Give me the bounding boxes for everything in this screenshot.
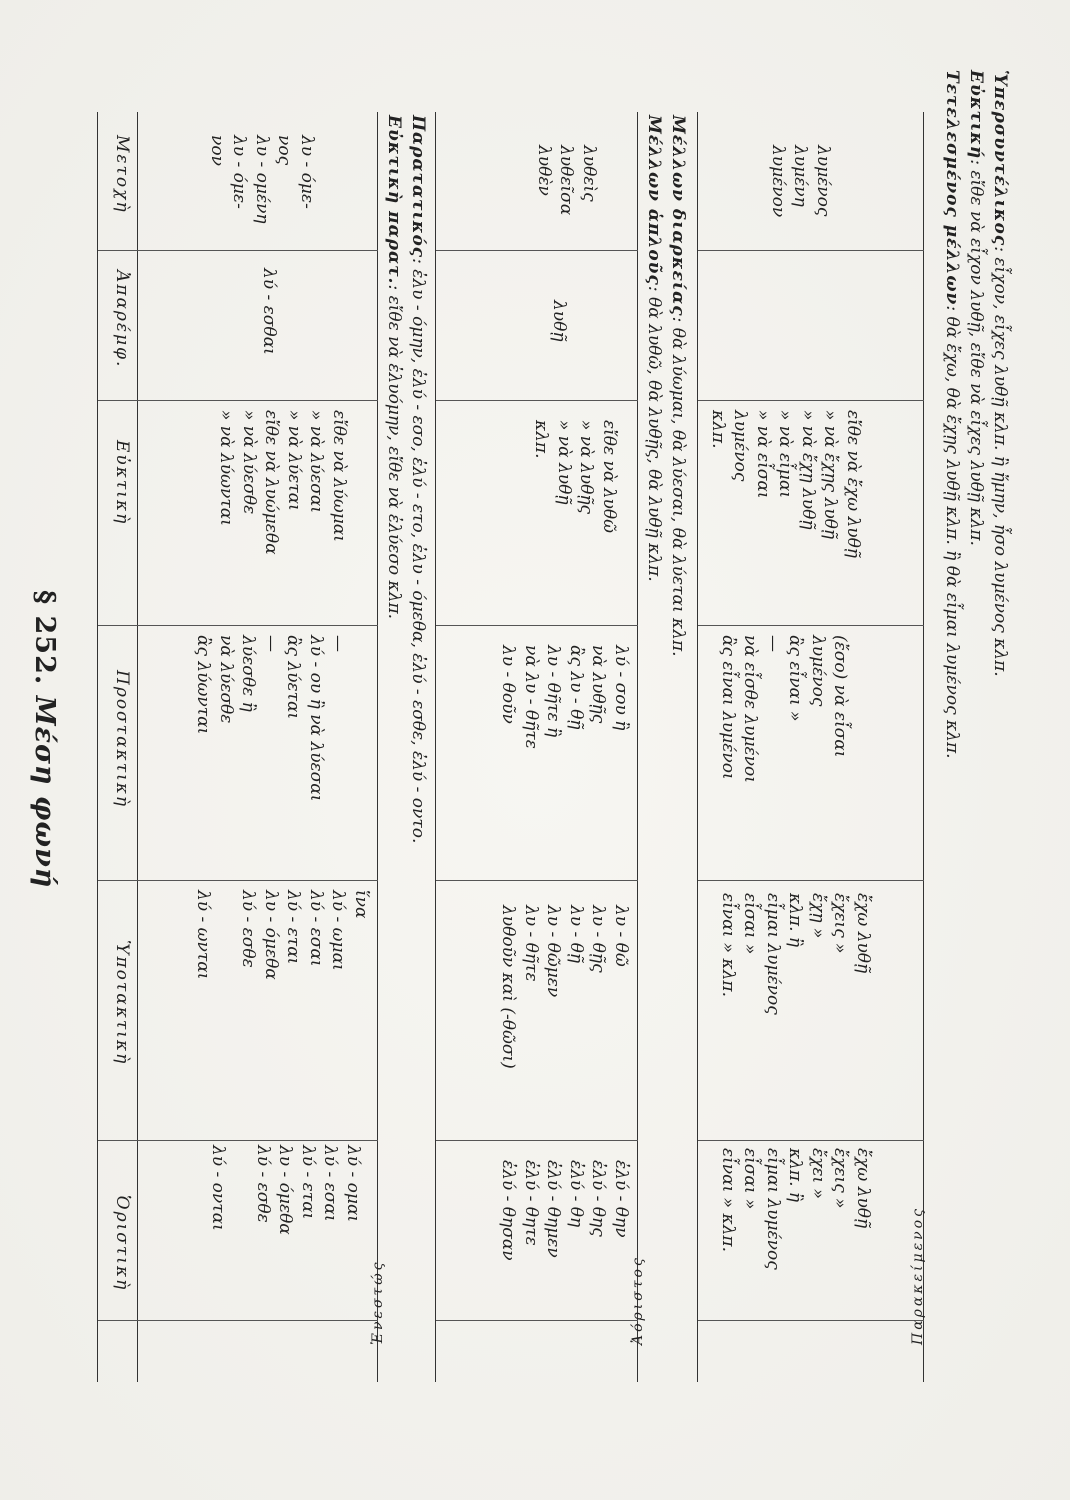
future-note: Μέλλων διαρκείας: θὰ λύωμαι, θὰ λύεσαι, θὰ λύεται κλπ. Μέλλων ἁπλοῦς: θὰ λυθῶ, θὰ λυθῇς, θὰ λυθῇ κλπ. (644, 115, 688, 657)
perfect-row-label: Παρακείμενος (910, 1206, 926, 1345)
present-subjunctive: ἵνα λύ - ωμαι λύ - εσαι λύ - εται λυ - όμεθα λύ - εσθε λύ - ωνται (193, 890, 371, 980)
table-bottom-rule (923, 112, 924, 1382)
column-divider (698, 625, 924, 626)
column-divider (436, 625, 638, 626)
table-header-rule (137, 112, 138, 1382)
section-number: § 252. (29, 590, 60, 686)
header-subjunctive: Ὑποτακτικὴ (112, 940, 132, 1066)
column-divider (436, 1320, 638, 1321)
column-divider (436, 1140, 638, 1141)
perfect-imperative: (ἔσο) νὰ εἶσαι λυμένος ἂς εἶναι » — νὰ εἶσθε λυμένοι ἂς εἶναι λυμένοι (718, 635, 851, 783)
column-divider (436, 880, 638, 881)
column-divider (98, 1320, 378, 1321)
column-divider (98, 625, 378, 626)
aorist-indicative: ἐλύ - θην ἐλύ - θης ἐλύ - θη ἐλύ - θημεν ἐλύ - θητε ἐλύ - θησαν (498, 1160, 631, 1261)
column-divider (98, 1140, 378, 1141)
perfect-subjunctive: ἔχω λυθῇ ἔχεις » ἔχῃ » κλπ. ἢ εἶμαι λυμένος εἶσαι » εἶναι » κλπ. (718, 893, 873, 1015)
aorist-infinitive: λυθῇ (549, 300, 569, 342)
aorist-section-top-rule (435, 112, 436, 1382)
column-divider (698, 250, 924, 251)
column-divider (436, 400, 638, 401)
section-heading (29, 590, 60, 888)
aorist-optative: εἴθε νὰ λυθῶ » νὰ λυθῇς » νὰ λυθῇ κλπ. (531, 420, 619, 533)
header-participle: Μετοχὴ (112, 135, 132, 214)
present-row-label: Ἐνεστώς (370, 1259, 386, 1345)
present-imperative: — λύ - ου ἢ νὰ λύεσαι ἂς λύεται — λύεσθε ἢ νὰ λύεσθε ἂς λύωνται (193, 635, 349, 802)
column-divider (698, 1320, 924, 1321)
pluperfect-note: Ὑπερσυντέλικος: εἶχον, εἶχες λυθῇ κλπ. ἢ ἤμην, ἦσο λυμένος κλπ. Εὐκτική: εἴθε νὰ εἶχον λυθῇ, εἴθε νὰ εἶχες λυθῇ κλπ. Τετελεσμένος μέλλων: θὰ ἔχω, θὰ ἔχῃς λυθῇ κλπ. ἢ θὰ εἶμαι λυμένος κλπ. (942, 70, 1010, 759)
column-divider (98, 400, 378, 401)
column-divider (698, 1140, 924, 1141)
column-divider (98, 880, 378, 881)
perfect-section-top-rule (697, 112, 698, 1382)
aorist-section-bottom-rule (637, 112, 638, 1382)
perfect-indicative: ἔχω λυθῇ ἔχεις » ἔχει » κλπ. ἢ εἶμαι λυμένος εἶσαι » εἶναι » κλπ. (718, 1148, 873, 1270)
present-section-bottom-rule (377, 112, 378, 1382)
header-infinitive: Ἀπαρέμφ. (112, 270, 132, 369)
column-divider (698, 880, 924, 881)
present-infinitive: λύ - εσθαι (259, 268, 279, 355)
aorist-subjunctive: λυ - θῶ λυ - θῇς λυ - θῇ λυ - θῶμεν λυ - θῆτε λυθοῦν καὶ (-θῶσι) (498, 905, 631, 1069)
section-title: Μέση φωνή (29, 695, 60, 889)
aorist-row-label: Ἀόριστος (630, 1255, 646, 1345)
present-optative: εἴθε νὰ λύωμαι » νὰ λύεσαι » νὰ λύεται εἴθε νὰ λυώμεθα » νὰ λύεσθε » νὰ λύωνται (216, 410, 349, 555)
perfect-optative: εἴθε νὰ ἔχω λυθῇ » νὰ ἔχῃς λυθῇ » νὰ ἔχῃ λυθῇ » νὰ εἶμαι » νὰ εἶσαι λυμένος κλπ. (708, 410, 863, 558)
aorist-participle: λυθεὶς λυθεῖσα λυθὲν (534, 145, 599, 216)
header-imperative: Προστακτικὴ (112, 670, 132, 809)
imperfect-note: Παρατατικός: ἐλυ - όμην, ἐλύ - εσο, ἐλύ - ετο, ἐλυ - όμεθα, ἐλύ - εσθε, ἐλύ - οντο. Εὐκτικὴ παρατ.: εἴθε νὰ ἐλυόμην, εἴθε νὰ ἐλύεσο κλπ. (384, 115, 428, 844)
present-participle: λυ - όμε- νος λυ - ομένη λυ - όμε- νον (207, 135, 317, 224)
header-optative: Εὐκτικὴ (112, 440, 132, 526)
column-divider (436, 250, 638, 251)
aorist-imperative: λύ - σου ἢ νὰ λυθῇς ἂς λυ - θῇ λυ - θῆτε ἢ νὰ λυ - θῆτε λυ - θοῦν (498, 645, 631, 749)
perfect-participle: λυμένος λυμένη λυμένον (768, 145, 833, 218)
header-indicative: Ὁριστικὴ (112, 1195, 132, 1292)
column-divider (98, 250, 378, 251)
column-divider (698, 400, 924, 401)
present-indicative: λύ - ομαι λύ - εσαι λύ - εται λυ - όμεθα λύ - εσθε λύ - ονται (208, 1145, 363, 1235)
